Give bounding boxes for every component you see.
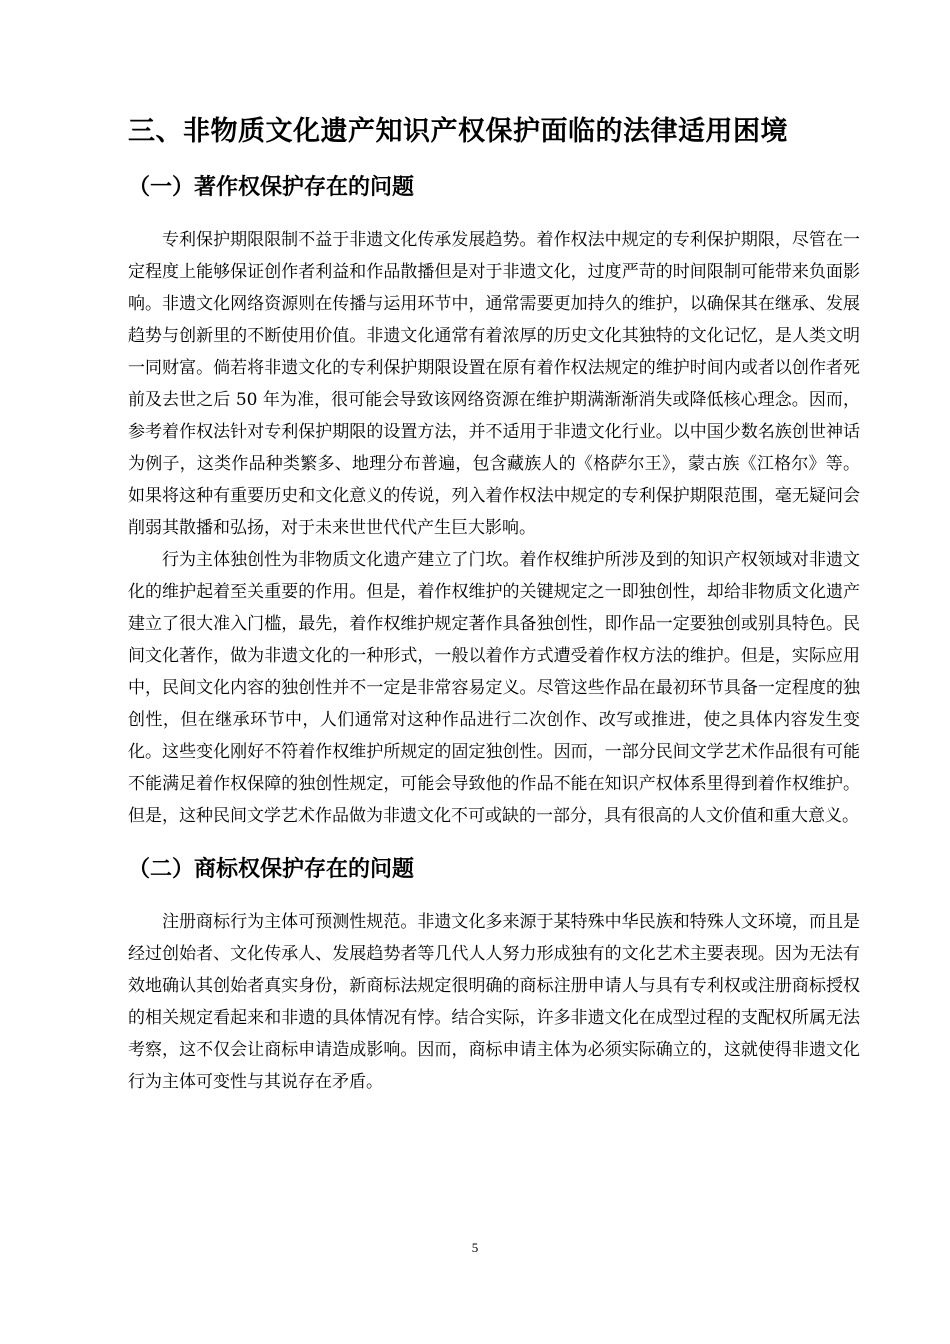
paragraph-copyright-term: 专利保护期限限制不益于非遗文化传承发展趋势。着作权法中规定的专利保护期限，尽管在一定程度上能够保证创作者利益和作品散播但是对于非遗文化，过度严苛的时间限制可能带来负面影响。非遗文化网络资源则在传播与运用环节中，通常需要更加持久的维护，以确保其在继承、发展趋势与创新里的不断使用价值。非遗文化通常有着浓厚的历史文化其独特的文化记忆，是人类文明一同财富。倘若将非遗文化的专利保护期限设置在原有着作权法规定的维护时间内或者以创作者死前及去世之后 50 年为准，很可能会导致该网络资源在维护期满渐渐消失或降低核心理念。因而，参考着作权法针对专利保护期限的设置方法，并不适用于非遗文化行业。以中国少数名族创世神话为例子，这类作品种类繁多、地理分布普遍，包含藏族人的《格萨尔王》，蒙古族《江格尔》等。如果将这种有重要历史和文化意义的传说，列入着作权法中规定的专利保护期限范围，毫无疑问会削弱其散播和弘扬，对于未来世世代代产生巨大影响。	[128, 230, 860, 538]
section-heading-trademark: （二）商标权保护存在的问题	[128, 857, 415, 882]
page-number: 5	[471, 1240, 479, 1255]
page-content	[128, 112, 860, 1098]
chapter-title: 三、非物质文化遗产知识产权保护面临的法律适用困境	[128, 116, 788, 147]
paragraph-trademark-subject: 注册商标行为主体可预测性规范。非遗文化多来源于某特殊中华民族和特殊人文环境，而且是经过创始者、文化传承人、发展趋势者等几代人人努力形成独有的文化艺术主要表现。因为无法有效地确认其创始者真实身份，新商标法规定很明确的商标注册申请人与具有专利权或注册商标授权的相关规定看起来和非遗的具体情况有悖。结合实际，许多非遗文化在成型过程的支配权所属无法考察，这不仅会让商标申请造成影响。因而，商标申请主体为必须实际确立的，这就使得非遗文化行为主体可变性与其说存在矛盾。	[128, 912, 860, 1092]
paragraph-copyright-originality: 行为主体独创性为非物质文化遗产建立了门坎。着作权维护所涉及到的知识产权领域对非遗文化的维护起着至关重要的作用。但是，着作权维护的关键规定之一即独创性，却给非物质文化遗产建立了很大准入门槛，最先，着作权维护规定著作具备独创性，即作品一定要独创或别具特色。民间文化著作，做为非遗文化的一种形式，一般以着作方式遭受着作权方法的维护。但是，实际应用中，民间文化内容的独创性并不一定是非常容易定义。尽管这些作品在最初环节具备一定程度的独创性，但在继承环节中，人们通常对这种作品进行二次创作、改写或推进，使之具体内容发生变化。这些变化刚好不符着作权维护所规定的固定独创性。因而，一部分民间文学艺术作品很有可能不能满足着作权保障的独创性规定，可能会导致他的作品不能在知识产权体系里得到着作权维护。但是，这种民间文学艺术作品做为非遗文化不可或缺的一部分，具有很高的人文价值和重大意义。	[128, 550, 860, 826]
section-heading-copyright: （一）著作权保护存在的问题	[128, 175, 415, 200]
